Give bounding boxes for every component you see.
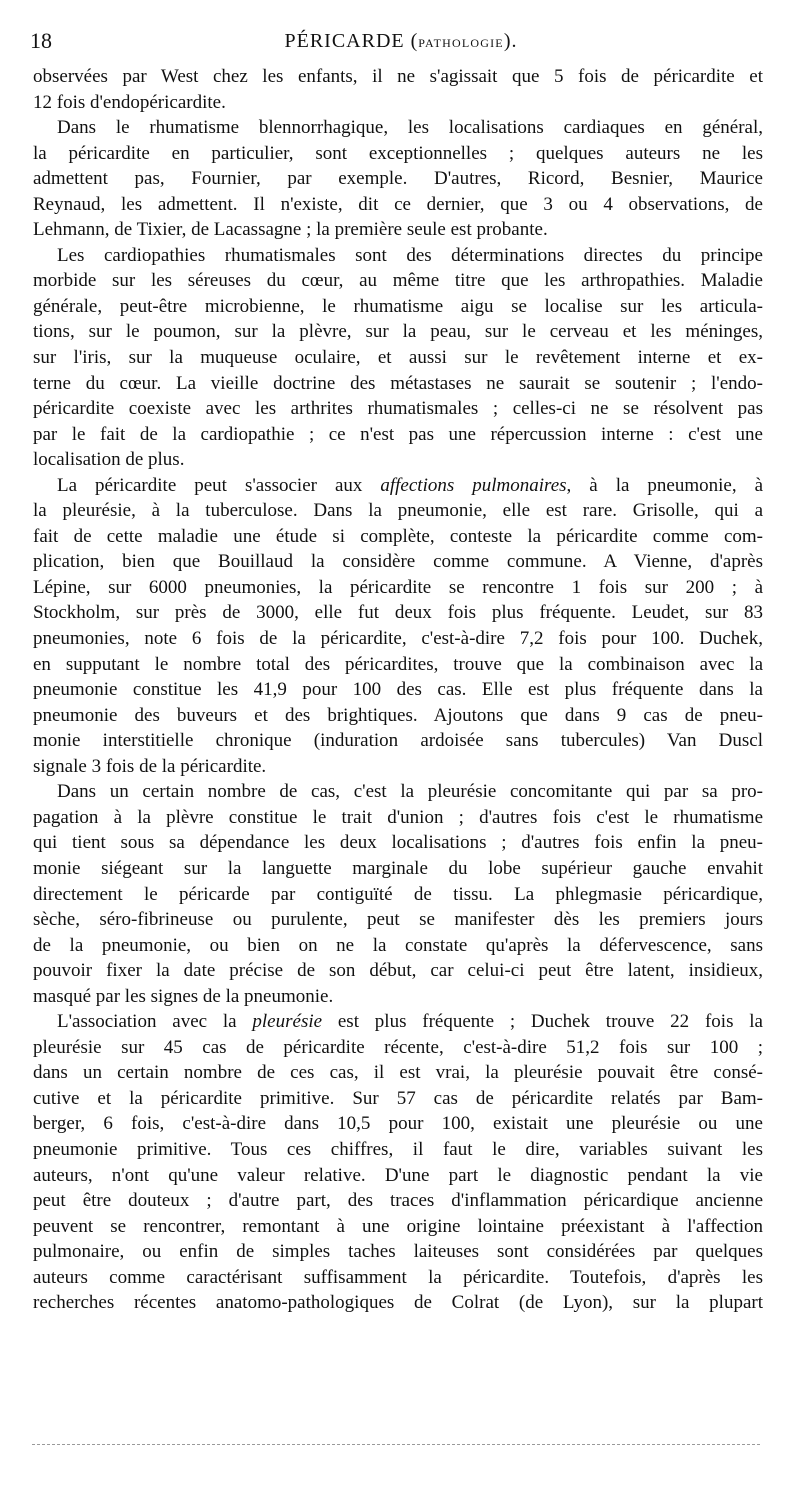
text-line: Lehmann, de Tixier, de Lacassagne ; la première seule est probante. — [33, 219, 548, 241]
text-fragment: , à la pneumonie, à — [566, 474, 763, 496]
text-line: auteurs, n'ont qu'une valeur relative. D'une part le diagnostic pendant la vie — [33, 1164, 763, 1186]
text-line: pagation à la plèvre constitue le trait d'union ; d'autres fois c'est le rhumatisme — [33, 806, 763, 828]
text-line: péricardite coexiste avec les arthrites rhumatismales ; celles-ci ne se résolvent pas — [33, 398, 763, 420]
header-title-sub: PATHOLOGIE — [418, 36, 504, 50]
text-line: qui tient sous sa dépendance les deux localisations ; d'autres fois enfin la pneu- — [33, 832, 763, 854]
text-line: pneumonie primitive. Tous ces chiffres, il faut le dire, variables suivant les — [33, 1138, 763, 1160]
text-fragment: La péricardite peut s'associer aux — [57, 474, 381, 496]
text-line: cutive et la péricardite primitive. Sur 57 cas de péricardite relatés par Bam- — [33, 1087, 763, 1109]
text-line: admettent pas, Fournier, par exemple. D'autres, Ricord, Besnier, Maurice — [33, 168, 763, 190]
text-line: terne du cœur. La vieille doctrine des métastases ne saurait se soutenir ; l'endo- — [33, 372, 763, 394]
paragraph-first-line — [33, 1009, 763, 1035]
text-line: pneumonie constitue les 41,9 pour 100 des cas. Elle est plus fréquente dans la — [33, 679, 763, 701]
text-line: Lépine, sur 6000 pneumonies, la péricardite se rencontre 1 fois sur 200 ; à — [33, 576, 763, 598]
text-line: monie interstitielle chronique (induration ardoisée sans tubercules) Van Duscl — [33, 730, 763, 752]
italic-term: pleurésie — [252, 1011, 323, 1033]
text-line: fait de cette maladie une étude si complète, conteste la péricardite comme com- — [33, 525, 763, 547]
text-line: la pleurésie, à la tuberculose. Dans la pneumonie, elle est rare. Grisolle, qui a — [33, 500, 763, 522]
text-line: en supputant le nombre total des péricardites, trouve que la combinaison avec la — [33, 653, 763, 675]
running-header — [30, 26, 772, 56]
paragraph-first-line: Dans le rhumatisme blennorrhagique, les localisations cardiaques en général, — [57, 117, 763, 139]
text-line: pneumonie des buveurs et des brightiques. Ajoutons que dans 9 cas de pneu- — [33, 704, 763, 726]
footer-rule — [32, 1444, 760, 1445]
text-line: générale, peut-être microbienne, le rhumatisme aigu se localise sur les articula- — [33, 295, 763, 317]
paragraph-first-line: Dans un certain nombre de cas, c'est la pleurésie concomitante qui par sa pro- — [57, 781, 763, 803]
italic-term: affections pulmonaires — [380, 474, 567, 496]
header-title-paren-close: ). — [503, 30, 518, 52]
text-line: pulmonaire, ou enfin de simples taches laiteuses sont considérées par quelques — [33, 1241, 763, 1263]
header-title — [30, 26, 772, 58]
text-line: pleurésie sur 45 cas de péricardite récente, c'est-à-dire 51,2 fois sur 100 ; — [33, 1036, 763, 1058]
text-line: morbide sur les séreuses du cœur, au même titre que les arthropathies. Maladie — [33, 270, 763, 292]
text-line: pneumonies, note 6 fois de la péricardite, c'est-à-dire 7,2 fois pour 100. Duchek, — [33, 628, 763, 650]
text-line: pouvoir fixer la date précise de son début, car celui-ci peut être latent, insidieux, — [33, 960, 763, 982]
paragraph-first-line: Les cardiopathies rhumatismales sont des déterminations directes du principe — [57, 244, 763, 266]
header-title-paren-open: ( — [410, 30, 419, 52]
text-line: de la pneumonie, ou bien on ne la constate qu'après la défervescence, sans — [33, 934, 763, 956]
text-line: sur l'iris, sur la muqueuse oculaire, et aussi sur le revêtement interne et ex- — [33, 347, 763, 369]
text-line: directement le péricarde par contiguïté de tissu. La phlegmasie péricardique, — [33, 883, 763, 905]
text-line: recherches récentes anatomo-pathologiques de Colrat (de Lyon), sur la plupart — [33, 1292, 763, 1314]
text-line: auteurs comme caractérisant suffisamment la péricardite. Toutefois, d'après les — [33, 1266, 763, 1288]
paragraph-first-line — [33, 473, 763, 499]
text-line: Reynaud, les admettent. Il n'existe, dit ce dernier, que 3 ou 4 observations, de — [33, 193, 763, 215]
text-line: sèche, séro-fibrineuse ou purulente, peut se manifester dès les premiers jours — [33, 909, 763, 931]
text-fragment: L'association avec la — [57, 1011, 253, 1033]
text-line: peuvent se rencontrer, remontant à une origine lointaine préexistant à l'affection — [33, 1215, 763, 1237]
page-number: 18 — [30, 28, 52, 53]
text-line: tions, sur le poumon, sur la plèvre, sur la peau, sur le cerveau et les méninges, — [33, 321, 763, 343]
text-line: signale 3 fois de la péricardite. — [33, 755, 267, 777]
text-line: la péricardite en particulier, sont exceptionnelles ; quelques auteurs ne les — [33, 142, 763, 164]
text-line: par le fait de la cardiopathie ; ce n'est pas une répercussion interne : c'est une — [33, 423, 763, 445]
text-line: localisation de plus. — [33, 449, 185, 471]
text-line: plication, bien que Bouillaud la considère comme commune. A Vienne, d'après — [33, 551, 763, 573]
text-line: observées par West chez les enfants, il ne s'agissait que 5 fois de péricardite et — [33, 66, 763, 87]
header-title-main: PÉRICARDE — [284, 30, 405, 52]
text-fragment: est plus fréquente ; Duchek trouve 22 fois la — [322, 1011, 763, 1033]
text-line: masqué par les signes de la pneumonie. — [33, 985, 334, 1007]
body-text — [33, 64, 763, 1316]
text-line: monie siégeant sur la languette marginale du lobe supérieur gauche envahit — [33, 857, 763, 879]
text-line: Stockholm, sur près de 3000, elle fut deux fois plus fréquente. Leudet, sur 83 — [33, 602, 763, 624]
text-line: berger, 6 fois, c'est-à-dire dans 10,5 pour 100, existait une pleurésie ou une — [33, 1113, 763, 1135]
text-line: peut être douteux ; d'autre part, des traces d'inflammation péricardique ancienne — [33, 1190, 763, 1212]
text-line: 12 fois d'endopéricardite. — [33, 91, 226, 113]
text-line: dans un certain nombre de ces cas, il est vrai, la pleurésie pouvait être consé- — [33, 1062, 763, 1084]
